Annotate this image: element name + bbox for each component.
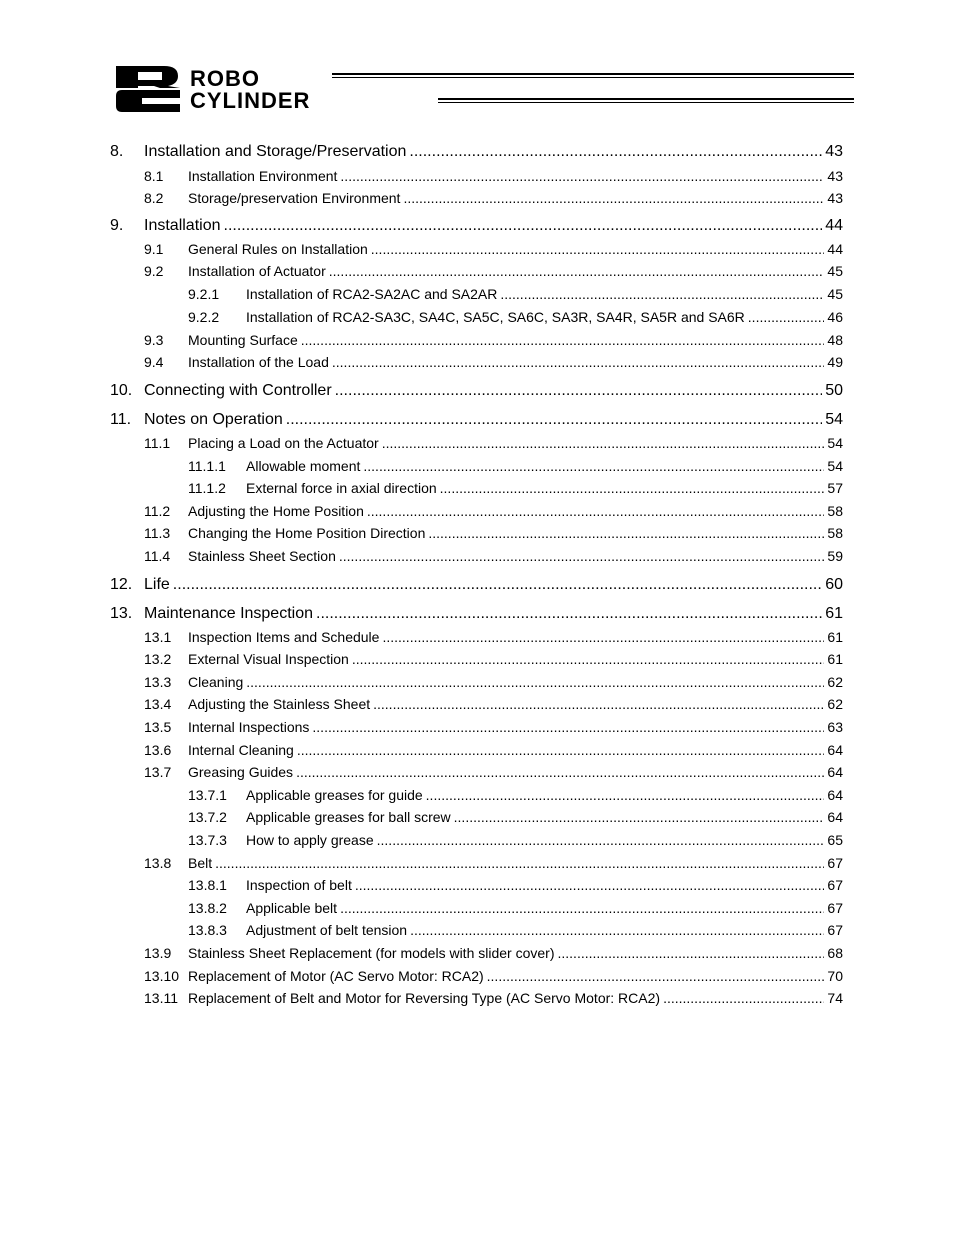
toc-entry-page: 62	[827, 674, 843, 690]
toc-entry-num: 11.1.2	[188, 480, 226, 496]
toc-entry[interactable]	[110, 190, 843, 210]
toc-leader-dots	[340, 900, 824, 916]
toc-entry-num: 13.7.3	[188, 832, 227, 848]
header-rule	[438, 102, 854, 103]
header-rule	[332, 73, 854, 75]
toc-entry-title: Stainless Sheet Section	[188, 548, 336, 564]
toc-entry-page: 43	[827, 168, 843, 184]
toc-entry-title: Installation	[144, 217, 221, 234]
toc-entry[interactable]	[110, 458, 843, 478]
toc-entry-num: 8.	[110, 143, 124, 160]
toc-entry-num: 13.3	[144, 674, 172, 690]
brand-name-line-1: ROBO	[190, 66, 260, 91]
toc-entry[interactable]	[110, 309, 843, 329]
toc-leader-dots	[312, 719, 824, 735]
toc-leader-dots	[428, 525, 824, 541]
toc-entry-page: 61	[827, 651, 843, 667]
toc-entry-page: 74	[827, 990, 843, 1006]
toc-entry-num: 8.1	[144, 168, 164, 184]
toc-entry-page: 44	[827, 241, 843, 257]
toc-entry[interactable]	[110, 217, 843, 239]
toc-entry-page: 67	[827, 900, 843, 916]
toc-entry-title: Stainless Sheet Replacement (for models with slider cover)	[188, 945, 555, 961]
toc-entry-num: 11.	[110, 411, 132, 428]
toc-entry-page: 64	[827, 787, 843, 803]
toc-leader-dots	[373, 696, 824, 712]
toc-entry-title: Maintenance Inspection	[144, 605, 313, 622]
toc-entry-title: Installation of Actuator	[188, 263, 326, 279]
toc-leader-dots	[558, 945, 825, 961]
toc-entry[interactable]	[110, 651, 843, 671]
toc-entry[interactable]	[110, 855, 843, 875]
toc-entry[interactable]	[110, 435, 843, 455]
toc-entry[interactable]	[110, 605, 843, 627]
toc-entry-num: 13.7.1	[188, 787, 227, 803]
toc-entry[interactable]	[110, 286, 843, 306]
toc-leader-dots	[224, 217, 823, 235]
toc-leader-dots	[297, 742, 825, 758]
toc-entry[interactable]	[110, 832, 843, 852]
toc-entry-page: 61	[827, 629, 843, 645]
toc-leader-dots	[403, 190, 824, 206]
toc-entry-page: 65	[827, 832, 843, 848]
toc-entry[interactable]	[110, 900, 843, 920]
toc-entry-page: 54	[825, 411, 843, 428]
toc-entry[interactable]	[110, 945, 843, 965]
toc-entry-title: External Visual Inspection	[188, 651, 349, 667]
toc-leader-dots	[409, 143, 822, 161]
toc-entry-num: 10.	[110, 382, 133, 399]
toc-entry-num: 13.8.1	[188, 877, 227, 893]
toc-leader-dots	[410, 922, 824, 938]
toc-leader-dots	[339, 548, 825, 564]
toc-entry-num: 13.10	[144, 968, 180, 984]
toc-entry[interactable]	[110, 629, 843, 649]
toc-leader-dots	[352, 651, 825, 667]
toc-entry-title: Installation of the Load	[188, 354, 329, 370]
toc-entry-num: 13.8.2	[188, 900, 227, 916]
toc-entry[interactable]	[110, 480, 843, 500]
toc-entry-page: 43	[825, 143, 843, 160]
toc-leader-dots	[301, 332, 825, 348]
toc-entry[interactable]	[110, 503, 843, 523]
toc-entry-num: 13.5	[144, 719, 172, 735]
toc-entry[interactable]	[110, 809, 843, 829]
brand-name-line-2: CYLINDER	[190, 88, 311, 113]
toc-leader-dots	[500, 286, 824, 302]
toc-entry-title: Inspection of belt	[246, 877, 352, 893]
toc-entry-num: 13.9	[144, 945, 172, 961]
toc-entry-num: 11.1	[144, 435, 171, 451]
toc-entry-page: 59	[827, 548, 843, 564]
toc-entry-title: Allowable moment	[246, 458, 361, 474]
toc-entry-num: 12.	[110, 576, 133, 593]
toc-entry-num: 9.	[110, 217, 124, 234]
toc-entry-page: 58	[827, 525, 843, 541]
toc-entry-page: 46	[827, 309, 843, 325]
header-rule	[438, 98, 854, 100]
toc-entry-title: Adjusting the Stainless Sheet	[188, 696, 371, 712]
toc-entry-num: 9.2	[144, 263, 164, 279]
toc-entry-num: 9.4	[144, 354, 164, 370]
toc-entry-title: External force in axial direction	[246, 480, 437, 496]
toc-entry-page: 45	[827, 263, 843, 279]
toc-entry-num: 13.	[110, 605, 133, 622]
toc-leader-dots	[286, 411, 822, 429]
toc-entry-title: Applicable greases for guide	[246, 787, 423, 803]
toc-entry[interactable]	[110, 674, 843, 694]
toc-entry-page: 44	[825, 217, 843, 234]
toc-leader-dots	[363, 458, 824, 474]
toc-entry[interactable]	[110, 742, 843, 762]
toc-entry[interactable]	[110, 787, 843, 807]
toc-entry-num: 13.2	[144, 651, 172, 667]
toc-entry-title: How to apply grease	[246, 832, 374, 848]
toc-entry-title: Mounting Surface	[188, 332, 298, 348]
toc-entry[interactable]	[110, 332, 843, 352]
toc-entry-page: 63	[827, 719, 843, 735]
toc-entry-title: Replacement of Belt and Motor for Reversing Type (AC Servo Motor: RCA2)	[188, 990, 661, 1006]
toc-entry-page: 49	[827, 354, 843, 370]
toc-entry-page: 64	[827, 809, 843, 825]
toc-entry-title: Adjustment of belt tension	[246, 922, 408, 938]
toc-entry-title: Belt	[188, 855, 213, 871]
toc-entry[interactable]	[110, 696, 843, 716]
toc-entry-page: 64	[827, 764, 843, 780]
toc-leader-dots	[215, 855, 824, 871]
toc-entry-num: 11.4	[144, 548, 171, 564]
toc-entry-page: 50	[825, 382, 843, 399]
toc-entry-page: 68	[827, 945, 843, 961]
toc-entry-num: 13.7	[144, 764, 172, 780]
toc-entry-num: 11.3	[144, 525, 171, 541]
toc-entry[interactable]	[110, 922, 843, 942]
toc-entry-page: 67	[827, 877, 843, 893]
toc-entry[interactable]	[110, 548, 843, 568]
toc-entry-title: Life	[144, 576, 170, 593]
toc-entry-title: Inspection Items and Schedule	[188, 629, 380, 645]
toc-entry[interactable]	[110, 764, 843, 784]
toc-entry[interactable]	[110, 877, 843, 897]
toc-entry[interactable]	[110, 525, 843, 545]
toc-entry-num: 9.2.1	[188, 286, 220, 302]
toc-entry[interactable]	[110, 968, 843, 988]
toc-entry-num: 11.2	[144, 503, 171, 519]
toc-entry-page: 67	[827, 855, 843, 871]
toc-entry-num: 9.2.2	[188, 309, 220, 325]
toc-leader-dots	[246, 674, 824, 690]
toc-entry-num: 8.2	[144, 190, 164, 206]
toc-entry-title: General Rules on Installation	[188, 241, 368, 257]
toc-leader-dots	[426, 787, 825, 803]
toc-leader-dots	[332, 354, 825, 370]
toc-entry-num: 13.4	[144, 696, 172, 712]
toc-entry-num: 13.7.2	[188, 809, 227, 825]
toc-entry-title: Storage/preservation Environment	[188, 190, 401, 206]
toc-leader-dots	[355, 877, 825, 893]
toc-entry-num: 9.3	[144, 332, 164, 348]
toc-entry-title: Internal Cleaning	[188, 742, 294, 758]
toc-leader-dots	[316, 605, 822, 623]
toc-entry-title: Applicable belt	[246, 900, 338, 916]
toc-entry-page: 67	[827, 922, 843, 938]
toc-entry-num: 13.11	[144, 990, 178, 1006]
toc-leader-dots	[296, 764, 824, 780]
toc-entry-num: 11.1.1	[188, 458, 226, 474]
toc-entry[interactable]	[110, 263, 843, 283]
toc-entry[interactable]	[110, 990, 843, 1010]
toc-entry[interactable]	[110, 241, 843, 261]
toc-entry-page: 54	[827, 435, 843, 451]
toc-leader-dots	[367, 503, 825, 519]
toc-leader-dots	[329, 263, 825, 279]
toc-leader-dots	[748, 309, 825, 325]
toc-entry-page: 60	[825, 576, 843, 593]
toc-entry-title: Applicable greases for ball screw	[246, 809, 451, 825]
toc-entry-title: Installation Environment	[188, 168, 338, 184]
rc-logo-icon	[112, 64, 186, 112]
toc-entry-page: 54	[827, 458, 843, 474]
toc-entry-page: 58	[827, 503, 843, 519]
toc-entry-page: 45	[827, 286, 843, 302]
toc-entry-title: Installation and Storage/Preservation	[144, 143, 407, 160]
toc-entry-title: Replacement of Motor (AC Servo Motor: RCA2)	[188, 968, 484, 984]
toc-entry-title: Notes on Operation	[144, 411, 283, 428]
toc-leader-dots	[173, 576, 822, 594]
toc-entry[interactable]	[110, 382, 843, 404]
toc-entry-title: Cleaning	[188, 674, 244, 690]
toc-leader-dots	[371, 241, 825, 257]
toc-leader-dots	[377, 832, 825, 848]
toc-entry-page: 43	[827, 190, 843, 206]
toc-entry-num: 9.1	[144, 241, 164, 257]
document-header	[110, 62, 855, 112]
toc-entry-title: Installation of RCA2-SA2AC and SA2AR	[246, 286, 498, 302]
toc-entry[interactable]	[110, 143, 843, 165]
toc-leader-dots	[335, 382, 823, 400]
toc-entry[interactable]	[110, 354, 843, 374]
toc-entry-page: 57	[827, 480, 843, 496]
toc-entry-num: 13.6	[144, 742, 172, 758]
toc-leader-dots	[487, 968, 825, 984]
toc-entry[interactable]	[110, 411, 843, 433]
toc-entry-num: 13.1	[144, 629, 172, 645]
toc-entry[interactable]	[110, 576, 843, 598]
toc-entry[interactable]	[110, 719, 843, 739]
toc-entry-title: Greasing Guides	[188, 764, 294, 780]
toc-entry-title: Installation of RCA2-SA3C, SA4C, SA5C, SA6C, SA3R, SA4R, SA5R and SA6R	[246, 309, 745, 325]
toc-entry-title: Changing the Home Position Direction	[188, 525, 426, 541]
toc-entry-title: Connecting with Controller	[144, 382, 332, 399]
toc-entry-title: Adjusting the Home Position	[188, 503, 364, 519]
header-rule	[332, 77, 854, 78]
toc-entry-title: Placing a Load on the Actuator	[188, 435, 379, 451]
toc-entry-page: 70	[827, 968, 843, 984]
toc-entry-page: 61	[825, 605, 843, 622]
toc-leader-dots	[382, 435, 825, 451]
toc-leader-dots	[340, 168, 824, 184]
toc-leader-dots	[440, 480, 825, 496]
toc-entry-page: 48	[827, 332, 843, 348]
toc-leader-dots	[663, 990, 824, 1006]
toc-entry-page: 64	[827, 742, 843, 758]
toc-leader-dots	[382, 629, 824, 645]
toc-entry-num: 13.8	[144, 855, 172, 871]
toc-entry[interactable]	[110, 168, 843, 188]
toc-entry-num: 13.8.3	[188, 922, 227, 938]
toc-leader-dots	[454, 809, 825, 825]
toc-entry-page: 62	[827, 696, 843, 712]
toc-entry-title: Internal Inspections	[188, 719, 310, 735]
